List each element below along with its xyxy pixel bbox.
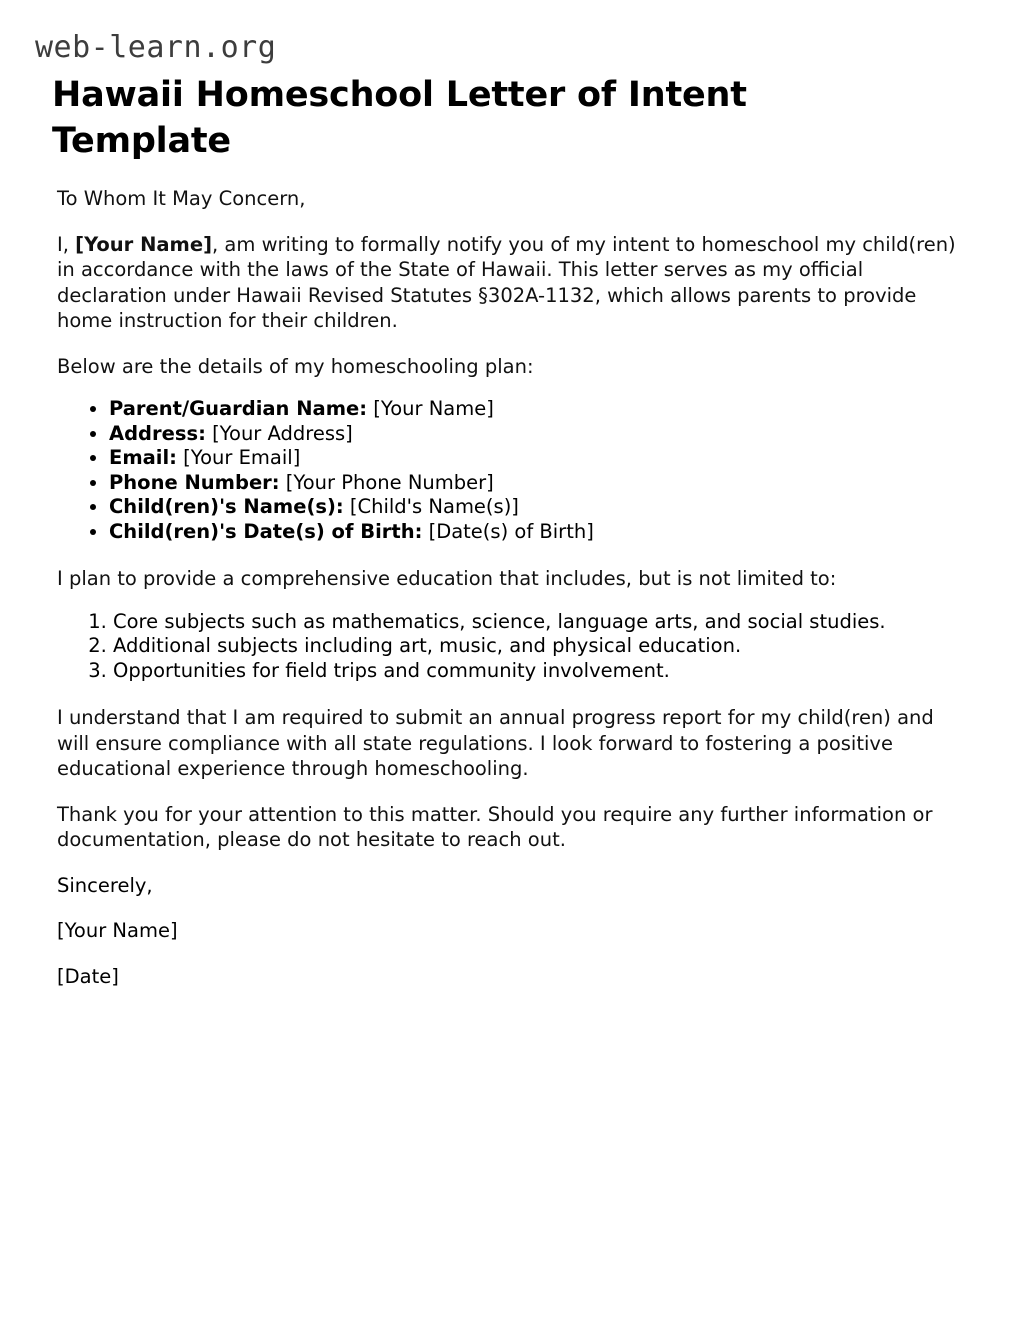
signature-name: [Your Name] — [57, 919, 178, 942]
compliance-paragraph: I understand that I am required to submit an annual progress report for my child(ren) and will ensure compliance with all state regulations. I look forward to fostering a positive educational experience through homeschooling. — [57, 706, 934, 780]
details-intro-text: Below are the details of my homeschooling plan: — [57, 354, 534, 378]
plan-intro — [57, 566, 972, 592]
list-item — [109, 495, 972, 520]
signature-date: [Date] — [57, 964, 119, 988]
detail-label: Child(ren)'s Name(s): — [109, 495, 344, 518]
detail-value: [Your Name] — [373, 397, 494, 420]
page-title: Hawaii Homeschool Letter of Intent Template — [52, 75, 747, 161]
detail-value: [Your Address] — [212, 421, 353, 445]
details-list — [57, 397, 972, 544]
list-item — [109, 520, 972, 545]
list-item — [109, 471, 972, 496]
detail-label: Email: — [109, 446, 177, 469]
intro-lead: I, — [57, 232, 76, 256]
plan-list — [57, 610, 972, 684]
list-item: 2. Additional subjects including art, music, and physical education. — [113, 634, 972, 659]
list-item — [109, 446, 972, 471]
letter-body — [57, 186, 972, 989]
details-intro — [57, 354, 972, 380]
list-item: 1. Core subjects such as mathematics, science, language arts, and social studies. — [113, 610, 972, 635]
intro-rest: , am writing to formally notify you of my intent to homeschool my child(ren) in accordance with the laws of the State of Hawaii. This letter serves as my official declaration under Hawaii Revised Statutes §302A-1132, which allows parents to provide home instruction for their children. — [57, 232, 956, 332]
salutation — [57, 186, 972, 212]
sign-off: Sincerely, — [57, 873, 153, 897]
detail-value: [Your Phone Number] — [285, 470, 494, 494]
salutation-text: To Whom It May Concern, — [57, 187, 306, 210]
detail-value: [Your Email] — [183, 446, 301, 469]
intro-name-placeholder: [Your Name] — [75, 232, 213, 256]
detail-value: [Child's Name(s)] — [349, 495, 519, 518]
site-logo: web-learn.org — [35, 30, 277, 65]
detail-label: Child(ren)'s Date(s) of Birth: — [109, 519, 423, 543]
plan-intro-text: I plan to provide a comprehensive education that includes, but is not limited to: — [57, 567, 837, 590]
detail-label: Address: — [109, 421, 206, 445]
list-item — [109, 397, 972, 422]
intro-paragraph — [57, 232, 972, 334]
closing-paragraph: Thank you for your attention to this matter. Should you require any further information or documentation, please do not hesitate to reach out. — [57, 802, 933, 851]
list-item: 3. Opportunities for field trips and community involvement. — [113, 659, 972, 684]
detail-label: Phone Number: — [109, 470, 280, 494]
list-item — [109, 422, 972, 447]
detail-label: Parent/Guardian Name: — [109, 397, 368, 420]
detail-value: [Date(s) of Birth] — [428, 519, 594, 543]
